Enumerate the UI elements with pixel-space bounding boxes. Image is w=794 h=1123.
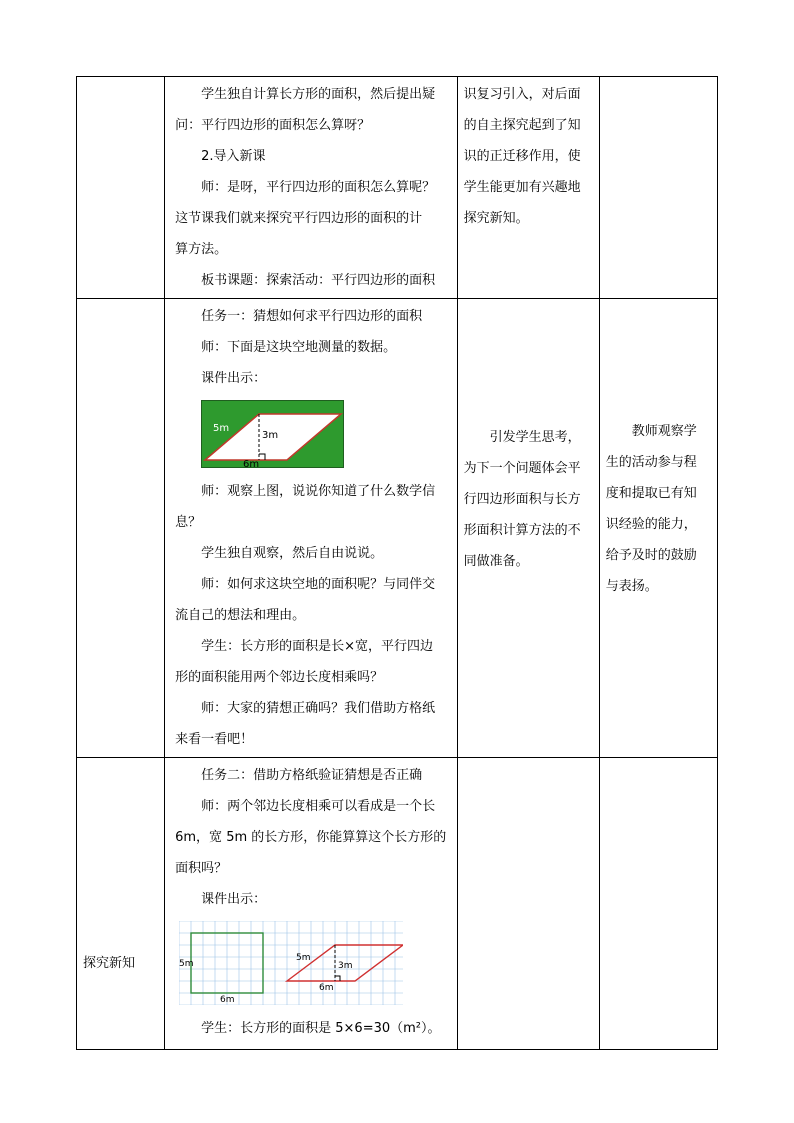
text-line: 流自己的想法和理由。	[175, 608, 306, 623]
grid-figure	[179, 921, 403, 1005]
task-heading: 任务二：借助方格纸验证猜想是否正确	[201, 768, 423, 783]
assessment-cell-empty	[599, 77, 717, 299]
purpose-cell-empty	[457, 758, 599, 1050]
base-label: 6m	[243, 459, 260, 468]
text-line: 师：两个邻边长度相乘可以看成是一个长	[201, 799, 436, 814]
stage-cell-empty	[77, 77, 165, 299]
assessment-cell-empty	[599, 758, 717, 1050]
assessment-line: 识经验的能力，	[605, 517, 697, 532]
text-line: 6m，宽 5m 的长方形，你能算算这个长方形的	[175, 830, 447, 845]
side-label: 5m	[213, 423, 230, 434]
text-line: 课件出示：	[201, 371, 267, 386]
text-line: 算方法。	[175, 242, 228, 257]
activity-cell	[165, 77, 457, 299]
text-line: 问：平行四边形的面积怎么算呀？	[175, 118, 371, 133]
text-line: 师：是呀，平行四边形的面积怎么算呢？	[201, 180, 436, 195]
text-line: 课件出示：	[201, 892, 267, 907]
text-line: 学生独自计算长方形的面积，然后提出疑	[201, 87, 436, 102]
stage-cell-empty	[77, 299, 165, 758]
row-task-two	[77, 758, 718, 1050]
purpose-line: 识复习引入，对后面	[463, 87, 581, 102]
purpose-line: 探究新知。	[463, 211, 529, 226]
purpose-line: 引发学生思考，	[489, 429, 581, 445]
text-line: 学生独自观察，然后自由说说。	[201, 546, 384, 561]
text-line: 师：如何求这块空地的面积呢？与同伴交	[201, 577, 436, 592]
text-line: 息？	[175, 515, 202, 530]
assessment-cell	[599, 299, 717, 758]
purpose-line: 形面积计算方法的不	[463, 522, 581, 538]
answer-line: 学生：长方形的面积是 5×6=30（m²）。	[201, 1021, 441, 1036]
field-figure	[201, 400, 344, 468]
para-height-label: 3m	[338, 961, 353, 971]
text-line: 学生：长方形的面积是长×宽，平行四边	[201, 639, 434, 654]
assessment-line: 给予及时的鼓励	[605, 548, 697, 563]
text-line: 形的面积能用两个邻边长度相乘吗？	[175, 670, 384, 685]
text-line: 师：大家的猜想正确吗？我们借助方格纸	[201, 701, 436, 716]
purpose-line: 为下一个问题体会平	[463, 460, 581, 476]
purpose-line: 识的正迁移作用，使	[463, 149, 581, 164]
assessment-line: 生的活动参与程	[605, 455, 697, 470]
rect-base-label: 6m	[220, 995, 235, 1005]
activity-cell	[165, 299, 457, 758]
purpose-line: 学生能更加有兴趣地	[463, 180, 581, 195]
rect-side-label: 5m	[179, 959, 194, 969]
text-line: 板书课题：探索活动：平行四边形的面积	[201, 273, 436, 288]
lesson-table	[76, 76, 718, 1050]
assessment-line: 教师观察学	[631, 424, 697, 439]
purpose-cell	[457, 299, 599, 758]
text-line: 面积吗？	[175, 861, 228, 876]
height-label: 3m	[262, 430, 279, 441]
purpose-line: 行四边形面积与长方	[463, 491, 581, 507]
text-line: 师：下面是这块空地测量的数据。	[201, 340, 397, 355]
grid-right-angle-mark	[335, 976, 340, 981]
section-heading: 2.导入新课	[201, 149, 266, 164]
purpose-line: 的自主探究起到了知	[463, 118, 581, 133]
row-task-one	[77, 299, 718, 758]
activity-cell	[165, 758, 457, 1050]
text-line: 这节课我们就来探究平行四边形的面积的计	[175, 211, 423, 226]
text-line: 师：观察上图，说说你知道了什么数学信	[201, 484, 436, 499]
purpose-line: 同做准备。	[463, 553, 529, 569]
para-base-label: 6m	[319, 983, 334, 993]
stage-cell: 探究新知	[77, 758, 165, 1050]
row-intro	[77, 77, 718, 299]
assessment-line: 度和提取已有知	[605, 486, 697, 501]
text-line: 来看一看吧！	[175, 732, 254, 747]
task-heading: 任务一：猜想如何求平行四边形的面积	[201, 309, 423, 324]
assessment-line: 与表扬。	[605, 579, 658, 594]
para-side-label: 5m	[296, 953, 311, 963]
purpose-cell	[457, 77, 599, 299]
